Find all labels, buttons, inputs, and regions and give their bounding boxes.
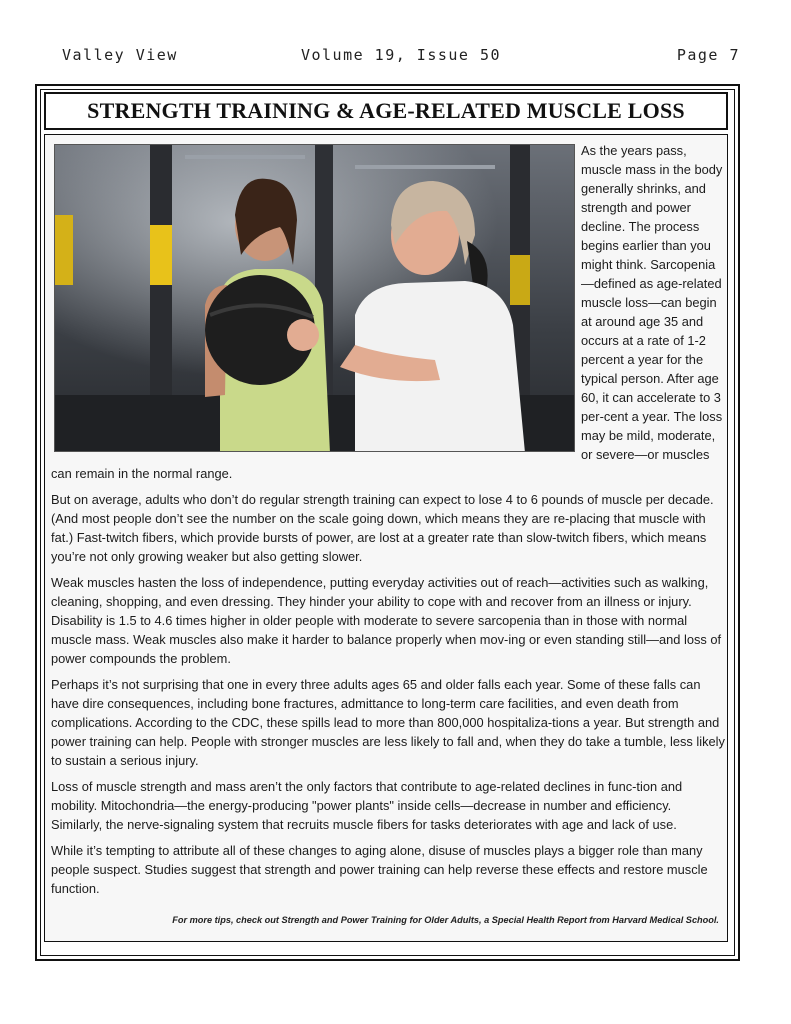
paragraph-1: As the years pass, muscle mass in the body generally shrinks, and strength and power decline. The process begins earlier than you might think. Sarcopenia—defined as age-related muscle loss—can begin at around age 35 and occurs at a rate of 1-2 percent a year for the typical person. After age 60, it can accelerate to 3 per-cent a year. The loss may be mild, moderate, or severe—or muscles can remain in the normal range. xyxy=(51,143,723,481)
article-title-box xyxy=(44,92,728,130)
article-title: STRENGTH TRAINING & AGE-RELATED MUSCLE LOSS xyxy=(87,98,685,123)
paragraph-5: Loss of muscle strength and mass aren’t the only factors that contribute to age-related declines in func-tion and mobility. Mitochondria—the energy-producing "power plants" inside cells—decrease in number and efficiency. Similarly, the nerve-signaling system that recruits muscle fibers for tasks deteriorates with age and lack of use. xyxy=(51,779,683,832)
gym-photo-icon xyxy=(54,144,575,452)
issue-number: Volume 19, Issue 50 xyxy=(300,46,502,64)
page-number: Page 7 xyxy=(676,46,740,64)
paragraph-6: While it’s tempting to attribute all of these changes to aging alone, disuse of muscles plays a bigger role than many people suspect. Studies suggest that strength and power training can help reverse these effects and restore muscle function. xyxy=(51,843,708,896)
running-header xyxy=(62,46,740,68)
paragraph-4: Perhaps it’s not surprising that one in every three adults ages 65 and older falls each year. Some of these falls can have dire consequences, including bone fractures, admittance to long-term care facilities, and even death from complications. According to the CDC, these spills lead to more than 800,000 hospitaliza-tions a year. But strength and power training can help. People with stronger muscles are less likely to fall and, when they do take a tumble, less likely to sustain a serious injury. xyxy=(51,677,725,768)
source-footnote: For more tips, check out Strength and Power Training for Older Adults, a Special Health Report from Harvard Medical School. xyxy=(172,915,719,925)
paragraph-3: Weak muscles hasten the loss of independence, putting everyday activities out of reach—activities such as walking, cleaning, shopping, and even dressing. They hinder your ability to cope with and recover from an illness or injury. Disability is 1.5 to 4.6 times higher in older people with moderate to severe sarcopenia than in those with normal muscle mass. Weak muscles also make it harder to balance properly when mov-ing or even standing still—and loss of power compounds the problem. xyxy=(51,575,722,666)
newsletter-name: Valley View xyxy=(62,46,178,64)
gym-photo-illustration xyxy=(55,145,575,452)
paragraph-2: But on average, adults who don’t do regular strength training can expect to lose 4 to 6 pounds of muscle per decade. (And most people don’t see the number on the scale going down, which means they are re-placing that muscle with fat.) Fast-twitch fibers, which provide bursts of power, are lost at a greater rate than slow-twitch fibers, which means you’re not only growing weaker but also getting slower. xyxy=(51,492,714,564)
article-content xyxy=(44,134,728,942)
